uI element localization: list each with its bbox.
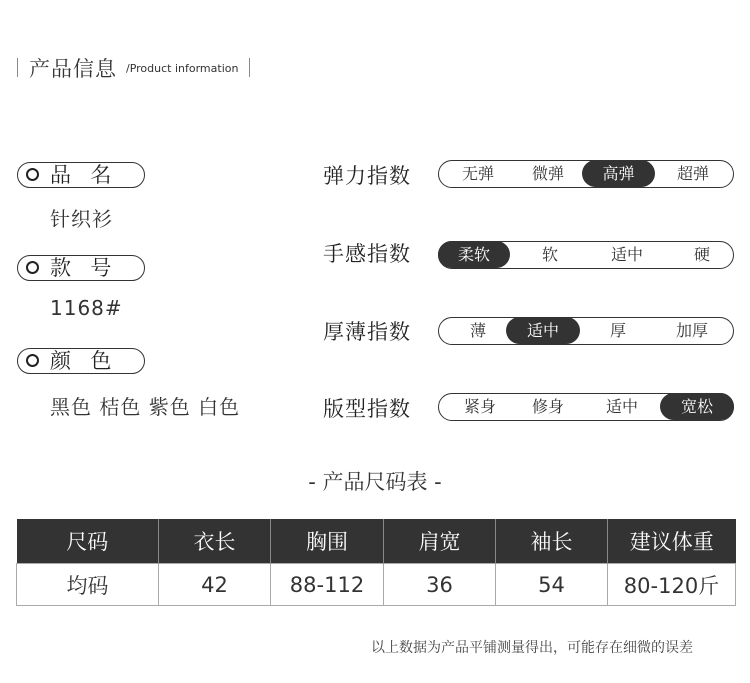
index-label-thickness: 厚薄指数 <box>323 320 411 344</box>
scale-option: 软 <box>541 245 558 264</box>
scale-option: 微弹 <box>531 164 564 183</box>
info-value-style-no: 1168# <box>50 296 123 320</box>
scale-option: 厚 <box>609 321 626 340</box>
scale-option-selected: 适中 <box>506 317 580 344</box>
size-table-title: - 产品尺码表 - <box>308 470 442 494</box>
info-label-color <box>17 348 145 374</box>
table-cell: 36 <box>384 564 496 606</box>
scale-option: 修身 <box>531 397 564 416</box>
index-label-hand-feel: 手感指数 <box>323 242 411 266</box>
scale-fit <box>438 393 734 421</box>
scale-option: 薄 <box>469 321 486 340</box>
scale-hand-feel <box>438 241 734 269</box>
info-value-color: 黑色 桔色 紫色 白色 <box>50 395 241 419</box>
info-label-text: 款 号 <box>50 256 114 280</box>
measurement-note: 以上数据为产品平铺测量得出，可能存在细微的误差 <box>371 640 693 656</box>
circle-icon <box>26 354 39 367</box>
info-value-name: 针织衫 <box>50 207 113 231</box>
table-cell: 54 <box>496 564 608 606</box>
table-cell: 42 <box>159 564 271 606</box>
header-divider-left <box>17 58 18 77</box>
table-cell: 88-112 <box>271 564 384 606</box>
table-cell: 80-120斤 <box>608 564 736 606</box>
table-header-row <box>17 519 736 564</box>
scale-option: 紧身 <box>463 397 496 416</box>
info-label-style-no <box>17 255 145 281</box>
index-label-fit: 版型指数 <box>323 397 411 421</box>
table-cell: 均码 <box>17 564 159 606</box>
scale-option: 加厚 <box>675 321 708 340</box>
scale-option: 超弹 <box>676 164 709 183</box>
info-label-text: 品 名 <box>50 163 114 187</box>
index-label-elasticity: 弹力指数 <box>323 164 411 188</box>
column-header: 肩宽 <box>384 519 496 564</box>
scale-option-selected: 宽松 <box>660 393 734 420</box>
scale-option: 硬 <box>693 245 710 264</box>
table-row <box>17 564 736 606</box>
scale-thickness <box>438 317 734 345</box>
column-header: 建议体重 <box>608 519 736 564</box>
scale-option: 适中 <box>605 397 638 416</box>
size-table <box>16 519 736 606</box>
column-header: 袖长 <box>496 519 608 564</box>
column-header: 尺码 <box>17 519 159 564</box>
column-header: 胸围 <box>271 519 384 564</box>
column-header: 衣长 <box>159 519 271 564</box>
scale-option: 无弹 <box>461 164 494 183</box>
info-label-text: 颜 色 <box>50 349 114 373</box>
header-divider-right <box>249 58 250 77</box>
circle-icon <box>26 168 39 181</box>
section-subtitle: /Product information <box>126 62 239 75</box>
scale-option-selected: 柔软 <box>438 241 510 268</box>
scale-elasticity <box>438 160 734 188</box>
scale-option: 适中 <box>610 245 643 264</box>
circle-icon <box>26 261 39 274</box>
scale-option-selected: 高弹 <box>582 160 655 187</box>
section-title: 产品信息 <box>29 57 117 81</box>
info-label-name <box>17 162 145 188</box>
